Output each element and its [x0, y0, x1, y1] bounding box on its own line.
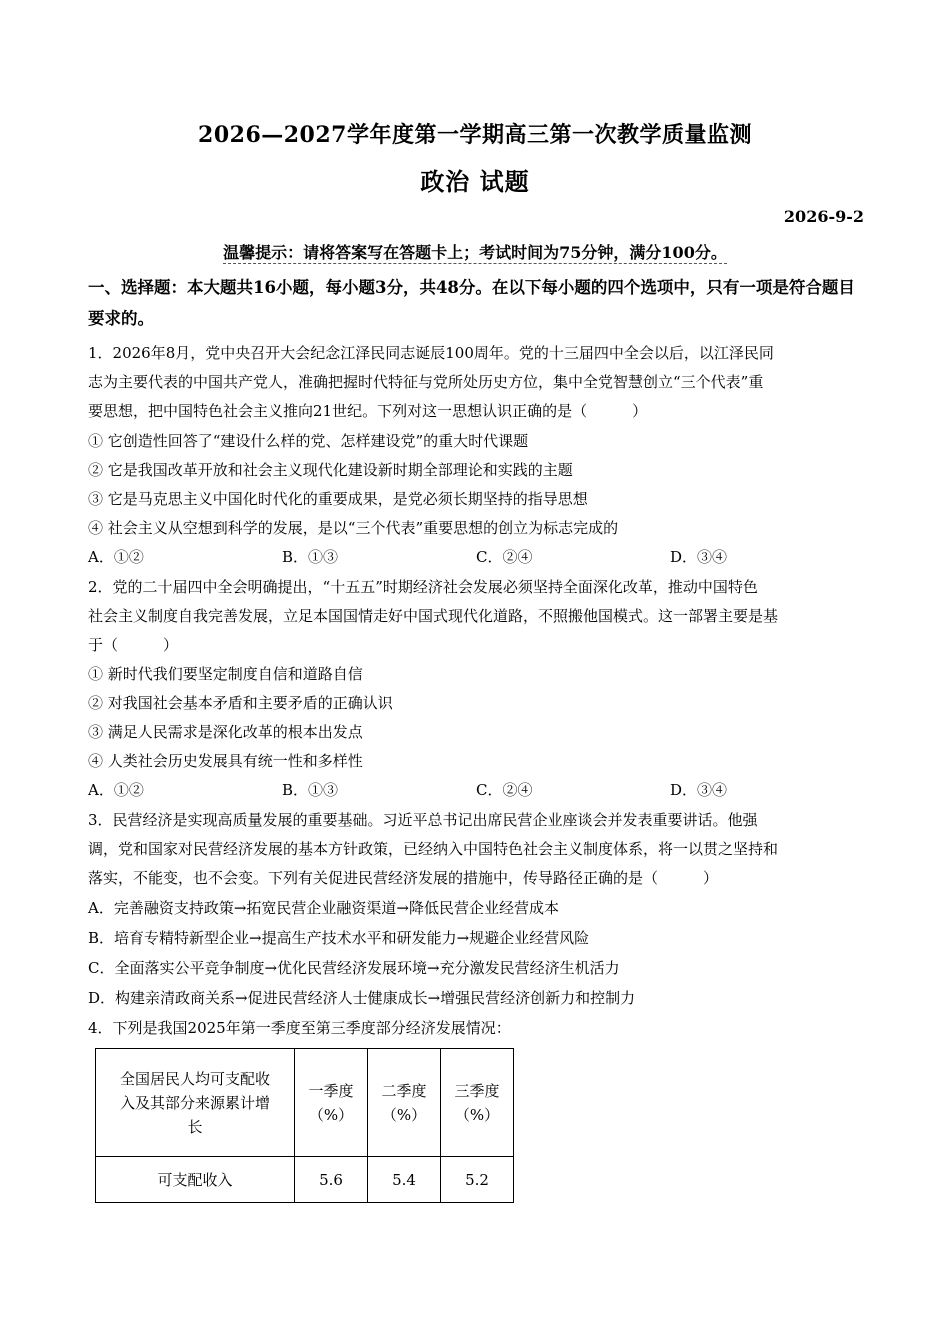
table-header-line: 三季度 [454, 1081, 500, 1100]
table-header-cell [295, 1049, 368, 1157]
exam-tip-text: 温馨提示：请将答案写在答题卡上；考试时间为75分钟，满分100分。 [223, 243, 727, 262]
exam-subtitle: 政治 试题 [420, 167, 530, 196]
q1-stem-line-2: 志为主要代表的中国共产党人，准确把握时代特征与党所处历史方位，集中全党智慧创立“三个代表”重 [88, 373, 764, 391]
income-table [95, 1048, 514, 1203]
q3-stem-line-2: 调，党和国家对民营经济发展的基本方针政策，已经纳入中国特色社会主义制度体系，将一以贯之坚持和 [88, 840, 779, 858]
q2-option-c: C．②④ [476, 781, 533, 799]
section-heading: 一、选择题：本大题共16小题，每小题3分，共48分。在以下每小题的四个选项中，只有一项是符合题目要求的。 [88, 278, 855, 328]
q3-option-a: A．完善融资支持政策→拓宽民营企业融资渠道→降低民营企业经营成本 [88, 899, 559, 917]
table-header-cell [368, 1049, 441, 1157]
q1-item-1: ① 它创造性回答了“建设什么样的党、怎样建设党”的重大时代课题 [88, 432, 529, 450]
q1-item-3: ③ 它是马克思主义中国化时代化的重要成果，是党必须长期坚持的指导思想 [88, 490, 588, 508]
table-cell: 5.4 [368, 1157, 441, 1203]
table-header-line: 一季度 [308, 1081, 354, 1100]
table-cell: 5.6 [295, 1157, 368, 1203]
exam-title: 2026—2027学年度第一学期高三第一次教学质量监测 [198, 122, 752, 148]
table-header-line: 二季度 [381, 1081, 427, 1100]
q2-stem-line-3: 于（ ） [88, 636, 179, 654]
table-row [96, 1157, 514, 1203]
q1-item-2: ② 它是我国改革开放和社会主义现代化建设新时期全部理论和实践的主题 [88, 461, 573, 479]
q2-item-2: ② 对我国社会基本矛盾和主要矛盾的正确认识 [88, 694, 393, 712]
q3-stem-line-1: 3．民营经济是实现高质量发展的重要基础。习近平总书记出席民营企业座谈会并发表重要讲话。他强 [88, 811, 758, 829]
q2-item-1: ① 新时代我们要坚定制度自信和道路自信 [88, 665, 363, 683]
table-header-line: 长 [187, 1117, 203, 1136]
q3-stem-line-3: 落实，不能变，也不会变。下列有关促进民营经济发展的措施中，传导路径正确的是（ ） [88, 869, 719, 887]
exam-date: 2026-9-2 [783, 207, 864, 226]
q1-stem-line-3: 要思想，把中国特色社会主义推向21世纪。下列对这一思想认识正确的是（ ） [88, 402, 648, 420]
q1-option-a: A．①② [88, 548, 144, 566]
table-header-cell [96, 1049, 295, 1157]
table-header-line: （%） [381, 1105, 427, 1124]
q1-stem-line-1: 1．2026年8月，党中央召开大会纪念江泽民同志诞辰100周年。党的十三届四中全会以后，以江泽民同 [88, 344, 774, 362]
q3-option-c: C．全面落实公平竞争制度→优化民营经济发展环境→充分激发民营经济生机活力 [88, 959, 620, 977]
q2-option-a: A．①② [88, 781, 144, 799]
exam-tip [0, 240, 950, 263]
table-cell: 5.2 [441, 1157, 514, 1203]
table-cell-label: 可支配收入 [96, 1157, 295, 1203]
q1-item-4: ④ 社会主义从空想到科学的发展，是以“三个代表”重要思想的创立为标志完成的 [88, 519, 619, 537]
q3-option-d: D．构建亲清政商关系→促进民营经济人士健康成长→增强民营经济创新力和控制力 [88, 989, 636, 1007]
table-header-line: 入及其部分来源累计增 [119, 1093, 270, 1112]
table-header-line: 全国居民人均可支配收 [119, 1069, 270, 1088]
q2-option-d: D．③④ [670, 781, 728, 799]
q4-stem: 4．下列是我国2025年第一季度至第三季度部分经济发展情况： [88, 1019, 511, 1037]
q2-option-b: B．①③ [282, 781, 339, 799]
table-header-line: （%） [454, 1105, 500, 1124]
q1-option-d: D．③④ [670, 548, 728, 566]
q2-stem-line-2: 社会主义制度自我完善发展，立足本国国情走好中国式现代化道路，不照搬他国模式。这一部署主要是基 [88, 607, 779, 625]
q1-option-c: C．②④ [476, 548, 533, 566]
table-header-line: （%） [308, 1105, 354, 1124]
q2-stem-line-1: 2．党的二十届四中全会明确提出，“十五五”时期经济社会发展必须坚持全面深化改革，推动中国特色 [88, 578, 758, 596]
q2-item-3: ③ 满足人民需求是深化改革的根本出发点 [88, 723, 363, 741]
table-header-row [96, 1049, 514, 1157]
q1-option-b: B．①③ [282, 548, 339, 566]
q2-item-4: ④ 人类社会历史发展具有统一性和多样性 [88, 752, 363, 770]
q3-option-b: B．培育专精特新型企业→提高生产技术水平和研发能力→规避企业经营风险 [88, 929, 590, 947]
table-header-cell [441, 1049, 514, 1157]
